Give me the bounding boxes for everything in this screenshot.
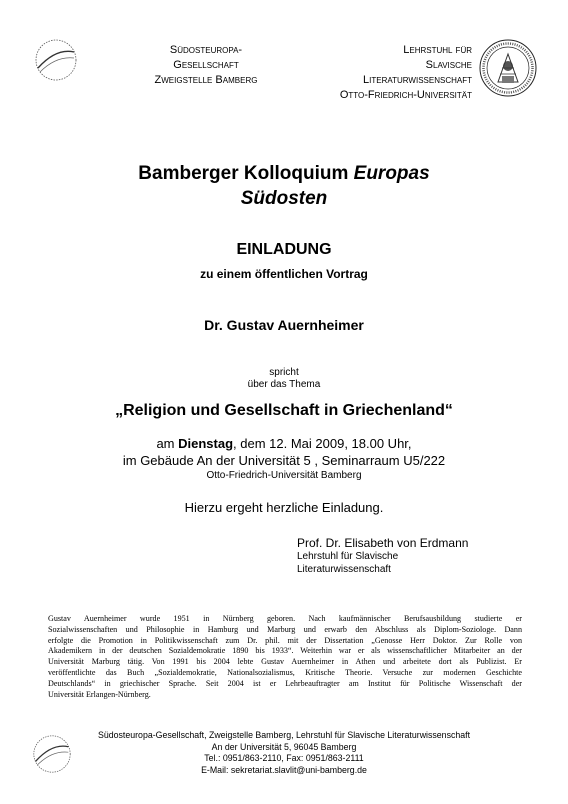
society-logo bbox=[34, 38, 78, 82]
bio-line: Universität Erlangen-Nürnberg. bbox=[48, 689, 151, 699]
event-series-title bbox=[0, 161, 568, 211]
title-italic-line2: Südosten bbox=[240, 188, 328, 209]
date-prefix: am bbox=[156, 436, 179, 451]
event-location: im Gebäude An der Universität 5 , Seminarraum U5/222 bbox=[122, 453, 446, 468]
event-date-time: , dem 12. Mai 2009, 18.00 Uhr, bbox=[233, 436, 412, 451]
society-header bbox=[146, 43, 266, 88]
bio-line: veröffentlichte das Buch „Sozialdemokratie, Nationalsozialismus, Kritische Theorie. Versuche zur modernen Geschichte bbox=[48, 667, 522, 677]
bio-line: erfolgte die Promotion in Politikwissenschaft zum Dr. phil. mit der Dissertation „Genosse Herr Doktor. Zur Rolle von bbox=[48, 635, 522, 645]
society-line: Südosteuropa- bbox=[169, 44, 243, 56]
bio-line: Akademikern in der deutschen Sozialdemokratie 1890 bis 1933“. Weiterhin war er als wissenschaftlicher Mitarbeiter an der bbox=[48, 646, 522, 656]
event-day: Dienstag bbox=[178, 436, 234, 451]
bio-line: Gustav Auernheimer wurde 1951 in Nürnberg geboren. Nach kaufmännischer Berufsausbildung studierte er bbox=[48, 614, 522, 623]
footer-email: E-Mail: sekretariat.slavlit@uni-bamberg.de bbox=[201, 764, 367, 775]
signature-line: Lehrstuhl für Slavische bbox=[297, 551, 399, 562]
chair-line: Otto-Friedrich-Universität bbox=[339, 89, 472, 101]
chair-header bbox=[292, 43, 472, 103]
bio-line: Deutschlands“ in griechischer Sprache. Seit 2004 ist er Lehrbeauftragter am Institut für Politische Wissenschaft der bbox=[48, 678, 522, 688]
footer-line: An der Universität 5, 96045 Bamberg bbox=[211, 741, 357, 752]
chair-line: Slavische bbox=[425, 59, 472, 71]
bio-line: Sozialwissenschaften und Philosophie in Hamburg und Marburg und erwarb den Abschluss als Diplom-Soziologe. Dann bbox=[48, 624, 522, 634]
footer-line: Tel.: 0951/863-2110, Fax: 0951/863-2111 bbox=[204, 753, 364, 763]
topic-intro: über das Thema bbox=[247, 379, 321, 390]
footer-line: Südosteuropa-Gesellschaft, Zweigstelle Bamberg, Lehrstuhl für Slavische Literaturwissenschaft bbox=[97, 730, 471, 740]
speaks-label: spricht bbox=[269, 367, 299, 378]
speaker-name: Dr. Gustav Auernheimer bbox=[204, 317, 364, 333]
event-details bbox=[0, 435, 568, 482]
society-line: Zweigstelle Bamberg bbox=[154, 74, 258, 86]
bio-line: Universität Marburg tätig. Von 1991 bis 2004 lebte Gustav Auernheimer in Athen und arbeitete dort als Publizist. Er bbox=[48, 657, 522, 667]
chair-line: Literaturwissenschaft bbox=[363, 74, 472, 86]
university-seal bbox=[478, 38, 538, 98]
chair-line: Lehrstuhl für bbox=[403, 44, 472, 56]
closing-line: Hierzu ergeht herzliche Einladung. bbox=[184, 500, 384, 515]
invitation-heading: EINLADUNG bbox=[236, 241, 332, 258]
title-plain: Bamberger Kolloquium bbox=[138, 163, 354, 184]
signature-name: Prof. Dr. Elisabeth von Erdmann bbox=[297, 536, 469, 550]
lecture-topic: „Religion und Gesellschaft in Griechenland“ bbox=[115, 402, 453, 419]
speaker-biography bbox=[48, 614, 522, 700]
event-institution: Otto-Friedrich-Universität Bamberg bbox=[206, 470, 362, 481]
title-italic: Europas bbox=[353, 163, 430, 184]
signature-line: Literaturwissenschaft bbox=[297, 564, 391, 575]
invitation-subheading: zu einem öffentlichen Vortrag bbox=[200, 267, 368, 281]
footer-contact bbox=[0, 730, 568, 776]
society-line: Gesellschaft bbox=[173, 59, 239, 71]
